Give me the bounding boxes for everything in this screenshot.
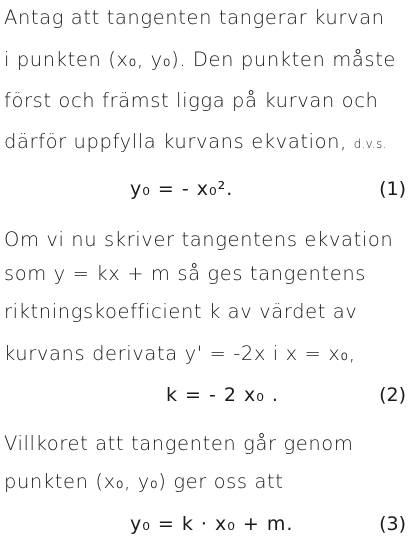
text-line-3: först och främst ligga på kurvan och — [4, 89, 379, 112]
equation-2: k = - 2 x₀ . — [166, 384, 279, 406]
text-line-10: punkten (x₀, y₀) ger oss att — [4, 470, 284, 493]
equation-3: y₀ = k · x₀ + m. — [130, 513, 294, 535]
text-line-6: som y = kx + m så ges tangentens — [4, 262, 367, 285]
equation-2-number: (2) — [379, 384, 406, 406]
text-line-9: Villkoret att tangenten går genom — [4, 432, 354, 455]
text-line-4-main: därför uppfylla kurvans ekvation, — [4, 130, 347, 153]
text-line-7: riktningskoefficient k av värdet av — [4, 300, 358, 323]
text-line-5: Om vi nu skriver tangentens ekvation — [4, 228, 394, 251]
equation-1: y₀ = - x₀². — [130, 178, 234, 200]
text-line-4-abbr: d.v.s. — [353, 137, 387, 151]
text-line-1: Antag att tangenten tangerar kurvan — [4, 6, 385, 29]
equation-1-number: (1) — [379, 178, 406, 200]
text-line-4 — [4, 130, 386, 153]
text-line-2: i punkten (x₀, y₀). Den punkten måste — [4, 48, 397, 71]
equation-3-number: (3) — [379, 513, 406, 535]
text-line-8: kurvans derivata y' = -2x i x = x₀, — [4, 342, 356, 365]
